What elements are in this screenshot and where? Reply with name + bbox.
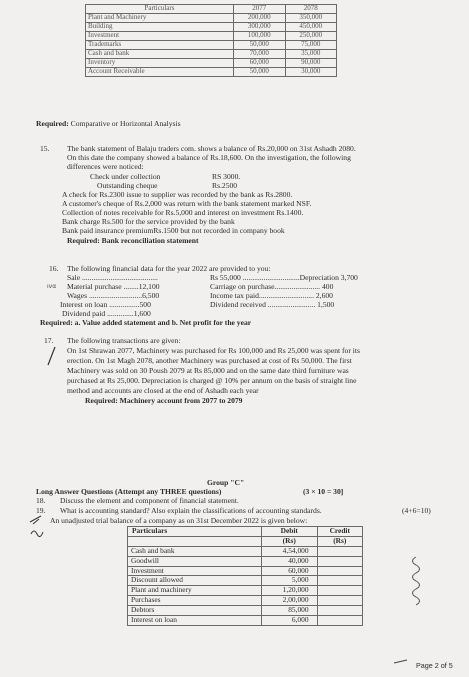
table-row bbox=[86, 49, 337, 58]
group-heading: Long Answer Questions (Attempt any THREE questions) bbox=[36, 487, 222, 496]
trial-balance-table bbox=[127, 526, 363, 626]
row-value-cell bbox=[317, 566, 362, 576]
row-value-cell: 200,000 bbox=[234, 13, 285, 22]
handwritten-margin-scribble bbox=[405, 555, 427, 613]
margin-mark: ıvα bbox=[47, 283, 57, 290]
row-value-cell: 60,000 bbox=[261, 566, 317, 576]
q15-number: 15. bbox=[40, 144, 50, 153]
q16-sale: Sale ........................................ bbox=[67, 273, 158, 282]
q16-wages: Wages ............................6,500 bbox=[67, 291, 160, 300]
row-label-cell: Purchases bbox=[128, 596, 262, 606]
row-value-cell bbox=[317, 596, 362, 606]
row-label-cell: Plant and Machinery bbox=[86, 13, 234, 22]
q16-sale-value: Rs 55,000 ..............................Depreciation 3,700 bbox=[210, 273, 358, 282]
handwritten-dash-mark bbox=[393, 658, 409, 666]
row-value-cell bbox=[317, 606, 362, 616]
q15-required: Required: Bank reconciliation statement bbox=[67, 236, 199, 245]
q17-line: purchased at Rs 25,000. Depreciation is charged @ 10% per annum on the basis of straight line bbox=[67, 376, 357, 385]
required-comparative: Required: Comparative or Horizontal Analysis bbox=[36, 119, 181, 128]
row-value-cell: 85,000 bbox=[261, 606, 317, 616]
row-value-cell: 60,000 bbox=[234, 58, 285, 67]
row-value-cell: 4,54,000 bbox=[261, 546, 317, 556]
q16-required: Required: a. Value added statement and b. Net profit for the year bbox=[40, 318, 252, 327]
row-label-cell: Cash and bank bbox=[86, 49, 234, 58]
q15-line: Collection of notes receivable for Rs.5,000 and interest on investment Rs.1400. bbox=[62, 208, 304, 217]
row-value-cell: 75,000 bbox=[285, 40, 337, 49]
row-value-cell: 2,00,000 bbox=[261, 596, 317, 606]
q16-dividend-received: Dividend received ......................... 1,500 bbox=[210, 300, 335, 309]
q18-number: 18. bbox=[36, 496, 46, 505]
table-row bbox=[128, 556, 363, 566]
row-label-cell: Plant and machinery bbox=[128, 586, 262, 596]
q19-text: What is accounting standard? Also explain the classifications of accounting standards. bbox=[60, 506, 322, 515]
comparative-table bbox=[85, 4, 337, 77]
row-value-cell: 70,000 bbox=[234, 49, 285, 58]
q17-number: 17. bbox=[44, 336, 54, 345]
q16-interest: Interest on loan ................500 bbox=[60, 300, 151, 309]
col-subheader: (Rs) bbox=[261, 536, 317, 546]
row-value-cell bbox=[317, 586, 362, 596]
q15-outstanding-label: Outstanding cheque bbox=[97, 181, 158, 190]
row-label-cell: Account Receivable bbox=[86, 67, 234, 76]
col-header: Debit bbox=[261, 527, 317, 537]
row-value-cell: 250,000 bbox=[285, 31, 337, 40]
table-row bbox=[128, 546, 363, 556]
q15-line: On this date the company showed a balance of Rs.18,600. On the investigation, the following bbox=[67, 153, 351, 162]
table-row bbox=[128, 586, 363, 596]
q19-marks: (4+6=10) bbox=[402, 506, 431, 515]
q20-text: An unadjusted trial balance of a company as on 31st December 2022 is given below: bbox=[50, 516, 308, 525]
row-label-cell: Goodwill bbox=[128, 556, 262, 566]
row-value-cell: 90,000 bbox=[285, 58, 337, 67]
row-value-cell: 50,000 bbox=[234, 40, 285, 49]
row-value-cell: 50,000 bbox=[234, 67, 285, 76]
q16-carriage: Carriage on purchase........................ 400 bbox=[210, 282, 334, 291]
q15-line: A check for Rs.2300 issue to supplier was recorded by the bank as Rs.2800. bbox=[62, 190, 293, 199]
col-header: 2077 bbox=[234, 5, 285, 14]
q15-line: The bank statement of Balaju traders com. shows a balance of Rs.20,000 on 31st Ashadh 2080. bbox=[67, 144, 356, 153]
row-value-cell: 6,000 bbox=[261, 615, 317, 625]
table-row bbox=[128, 615, 363, 625]
col-header: Particulars bbox=[128, 527, 262, 537]
handwritten-pen-mark bbox=[27, 514, 49, 540]
q19-number: 19. bbox=[36, 506, 46, 515]
row-label-cell: Trademarks bbox=[86, 40, 234, 49]
group-marks: (3 × 10 = 30] bbox=[303, 487, 344, 496]
row-value-cell: 300,000 bbox=[234, 22, 285, 31]
q16-dividend-paid: Dividend paid ..............1,600 bbox=[62, 309, 151, 318]
q17-line: Machinery was sold on 30 Poush 2079 at Rs 85,000 and on the same date third furniture was bbox=[67, 366, 349, 375]
row-label-cell: Debtors bbox=[128, 606, 262, 616]
row-label-cell: Interest on loan bbox=[128, 615, 262, 625]
q16-material: Material purchase ........12,100 bbox=[67, 282, 160, 291]
table-row bbox=[128, 606, 363, 616]
row-value-cell: 30,000 bbox=[285, 67, 337, 76]
table-row bbox=[86, 58, 337, 67]
handwritten-check-mark bbox=[45, 345, 59, 369]
row-value-cell: 1,20,000 bbox=[261, 586, 317, 596]
q15-outstanding-value: Rs.2500 bbox=[212, 181, 238, 190]
col-header: 2078 bbox=[285, 5, 337, 14]
table-row bbox=[128, 596, 363, 606]
q17-intro: The following transactions are given: bbox=[67, 336, 181, 345]
q15-check-label: Check under collection bbox=[90, 172, 161, 181]
table-row bbox=[86, 40, 337, 49]
table-row bbox=[86, 67, 337, 76]
row-value-cell bbox=[317, 576, 362, 586]
row-label-cell: Investment bbox=[86, 31, 234, 40]
row-value-cell: 5,000 bbox=[261, 576, 317, 586]
row-value-cell: 35,000 bbox=[285, 49, 337, 58]
row-value-cell bbox=[317, 615, 362, 625]
col-header: Credit bbox=[317, 527, 362, 537]
q16-income-tax: Income tax paid............................. 2,600 bbox=[210, 291, 333, 300]
q15-line: Bank charge Rs.500 for the service provided by the bank bbox=[62, 217, 235, 226]
row-label-cell: Building bbox=[86, 22, 234, 31]
table-subheader-row bbox=[128, 536, 363, 546]
row-label-cell: Discount allowed bbox=[128, 576, 262, 586]
q15-line: differences were noticed: bbox=[67, 162, 144, 171]
q17-line: On 1st Shrawan 2077, Machinery was purchased for Rs 100,000 and Rs 25,000 was spent for its bbox=[67, 346, 360, 355]
q15-check-value: RS 3000. bbox=[212, 172, 241, 181]
group-title: Group "C" bbox=[207, 478, 245, 487]
q16-intro: The following financial data for the year 2022 are provided to you: bbox=[67, 264, 271, 273]
row-value-cell: 40,000 bbox=[261, 556, 317, 566]
row-value-cell bbox=[317, 556, 362, 566]
table-row bbox=[86, 31, 337, 40]
col-subheader: (Rs) bbox=[317, 536, 362, 546]
row-value-cell: 100,000 bbox=[234, 31, 285, 40]
q15-line: Bank paid insurance premiumRs.1500 but not recorded in company book bbox=[62, 226, 285, 235]
col-subheader bbox=[128, 536, 262, 546]
row-label-cell: Cash and bank bbox=[128, 546, 262, 556]
q17-line: method and accounts are closed at the end of Ashadh each year bbox=[67, 386, 259, 395]
q15-line: A customer's cheque of Rs.2,000 was return with the bank statement marked NSF. bbox=[62, 199, 312, 208]
q18-text: Discuss the element and component of financial statement. bbox=[60, 496, 239, 505]
row-value-cell bbox=[317, 546, 362, 556]
q17-line: erection. On 1st Magh 2078, another Machinery was purchased at cost of Rs 50,000. The first bbox=[67, 356, 352, 365]
row-value-cell: 450,000 bbox=[285, 22, 337, 31]
col-header: Particulars bbox=[86, 5, 234, 14]
row-value-cell: 350,000 bbox=[285, 13, 337, 22]
row-label-cell: Investment bbox=[128, 566, 262, 576]
page-number: Page 2 of 5 bbox=[416, 661, 453, 670]
table-header-row bbox=[128, 527, 363, 537]
q17-required: Required: Machinery account from 2077 to 2079 bbox=[85, 396, 243, 405]
row-label-cell: Inventory bbox=[86, 58, 234, 67]
q16-number: 16. bbox=[49, 264, 59, 273]
